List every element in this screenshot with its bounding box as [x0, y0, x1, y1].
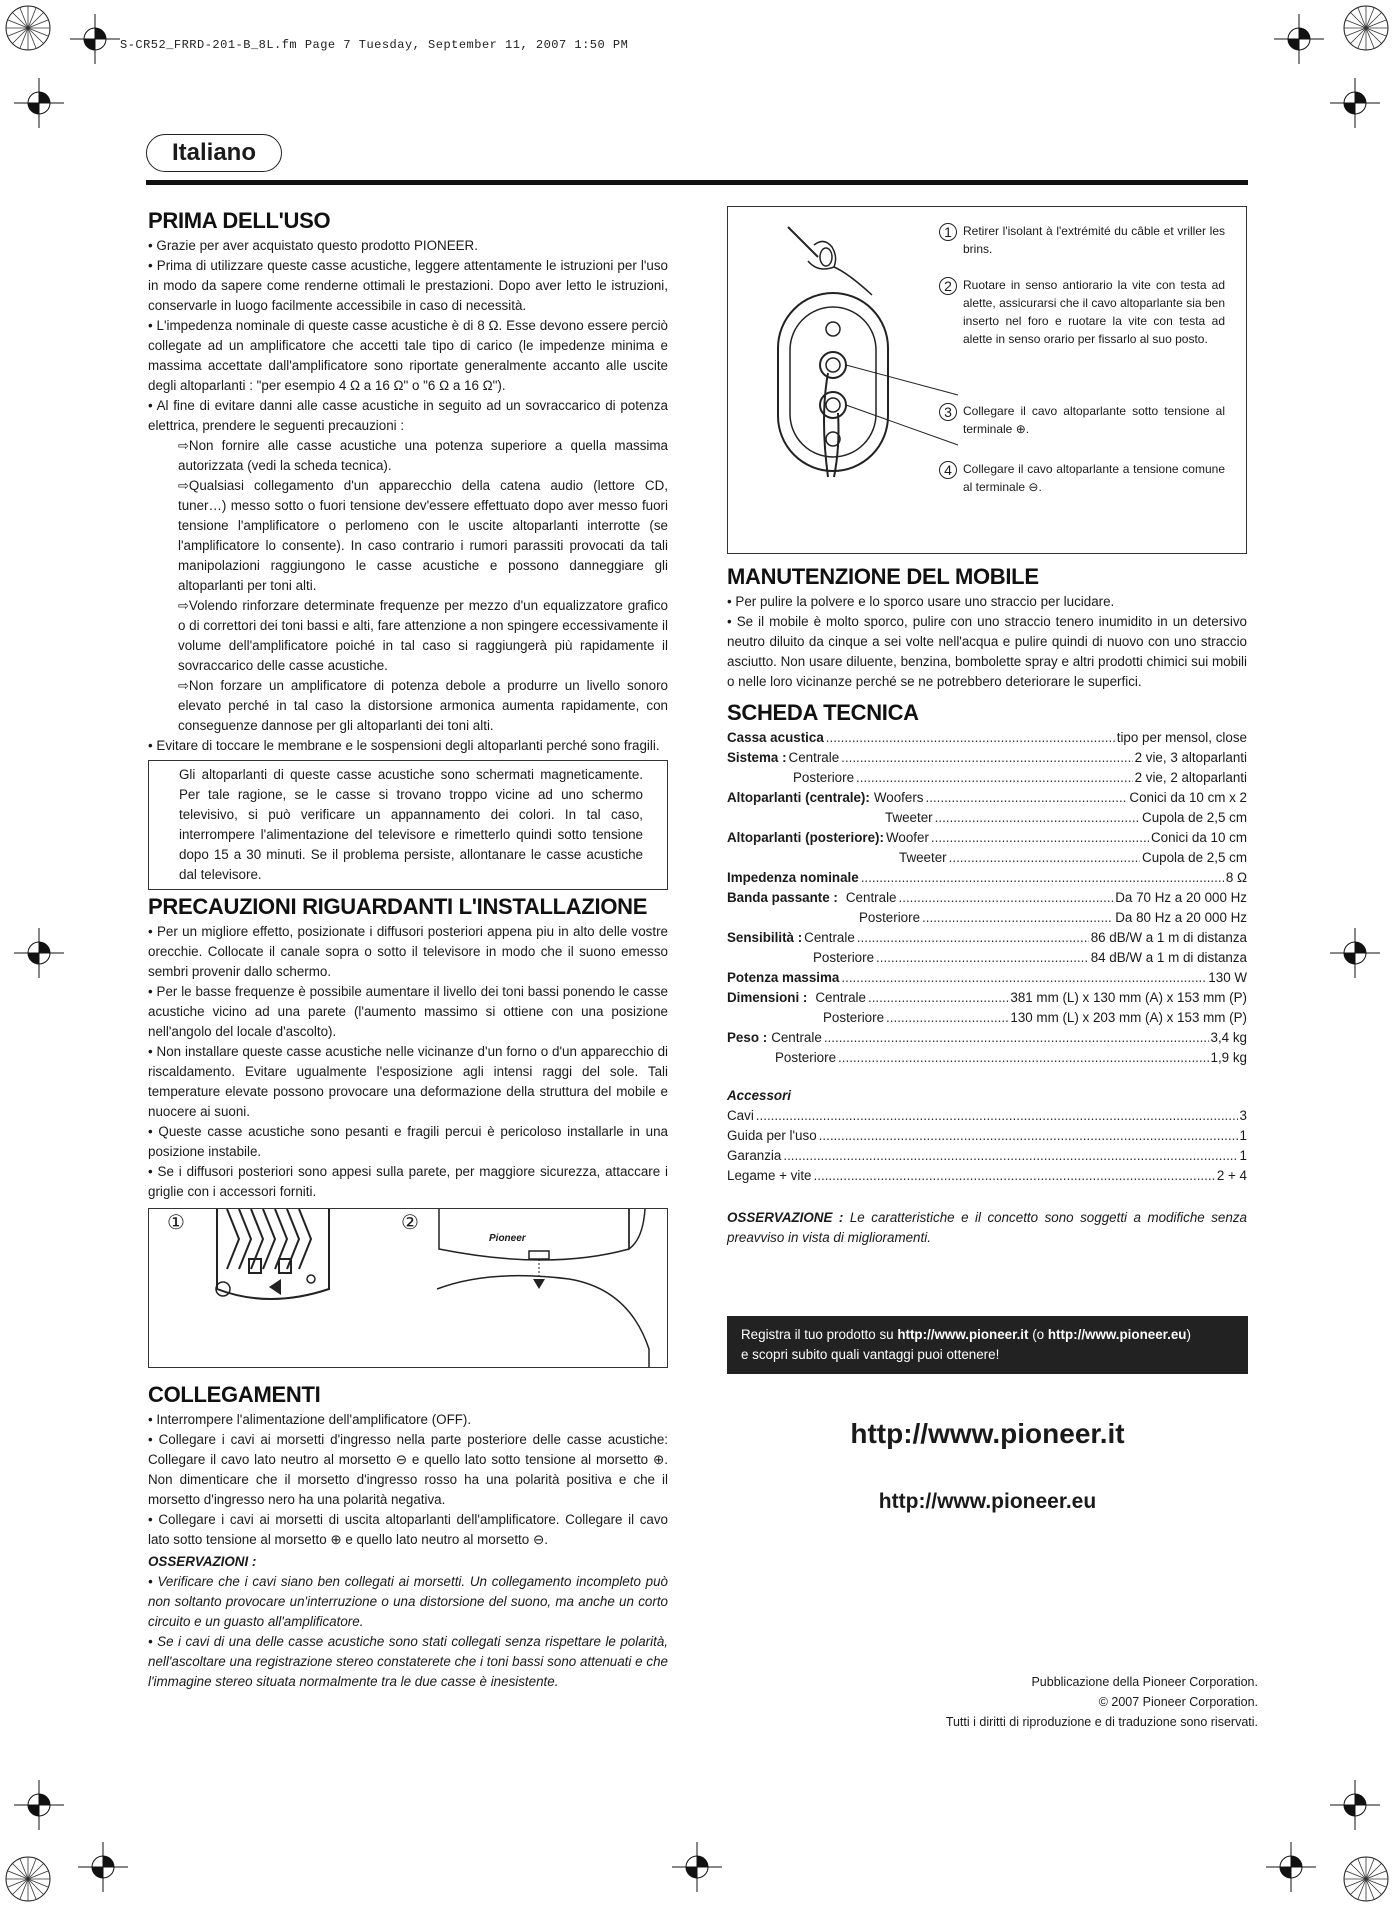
website-link-eu[interactable]: http://www.pioneer.eu — [878, 1490, 1097, 1513]
step-3: 3 Collegare il cavo altoparlante sotto tensione al terminale ⊕. — [963, 402, 1225, 438]
precaution-item: ⇨Volendo rinforzare determinate frequenze per mezzo d'un equalizzatore grafico o di correttori dei toni bassi e alti, fare attenzione a non spingere eccessivamente il volume dell'amplificatore poiché in tal caso si raggiungerà più rapidamente il sovraccarico delle casse acustiche. — [178, 598, 668, 673]
precaution-item: ⇨Qualsiasi collegamento d'un apparecchio della catena audio (lettore CD, tuner…) messo sotto o fuori tensione dev'essere effettuato dopo aver messo fuori tensione l'amplificatore o perlomeno con le uscite altoparlanti interrotte (se l'amplificatore lo consente). In caso contrario i rumori parassiti provocati da tali manipolazioni raggiungono le casse acustiche e possono danneggiare gli altoparlanti per toni alti. — [178, 478, 668, 593]
spec-row: Banda passante : Centrale ..... Da 70 Hz a 20 000 Hz — [727, 888, 1247, 908]
step-number: 4 — [939, 461, 957, 479]
left-column — [148, 206, 668, 1692]
arrow-right-icon: ⇨ — [178, 678, 189, 693]
minus-terminal-icon: ⊖ — [1028, 480, 1039, 494]
registration-mark-top-left — [0, 0, 60, 60]
register-link-eu[interactable]: http://www.pioneer.eu — [1047, 1327, 1187, 1342]
section-title-manutenzione: MANUTENZIONE DEL MOBILE — [727, 564, 1039, 589]
spec-row: Posteriore ..... 1,9 kg — [727, 1048, 1247, 1068]
language-tab: Italiano — [146, 134, 282, 172]
crosshair-mark — [14, 928, 64, 978]
spec-note: OSSERVAZIONE : Le caratteristiche e il concetto sono soggetti a modifiche senza preavviso in vista di miglioramenti. — [727, 1210, 1247, 1245]
spec-row: Altoparlanti (centrale): Woofers ..... Conici da 10 cm x 2 — [727, 788, 1247, 808]
figure-step-1-label: ① — [167, 1212, 185, 1234]
paragraph: • Non installare queste casse acustiche nelle vicinanze d'un forno o d'un apparecchio di riscaldamento. Evitare ugualmente l'esposizione agli intensi raggi del sole. Tali temperature elevate possono provocare una deformazione della struttura del mobile e nuocere ai suoni. — [148, 1044, 668, 1119]
paragraph: • Evitare di toccare le membrane e le sospensioni degli altoparlanti perché sono fragili. — [148, 738, 660, 753]
paragraph: • Queste casse acustiche sono pesanti e fragili percui è pericoloso installarle in una posizione instabile. — [148, 1124, 668, 1159]
arrow-right-icon: ⇨ — [178, 438, 189, 453]
spec-row: Cassa acustica ..... tipo per mensol, close — [727, 728, 1247, 748]
crosshair-mark — [1330, 928, 1380, 978]
paragraph: • Collegare i cavi ai morsetti di uscita altoparlanti dell'amplificatore. Collegare il cavo lato sotto tensione al morsetto ⊕ e quello lato neutro al morsetto ⊖. — [148, 1512, 668, 1547]
crosshair-mark — [14, 1780, 64, 1830]
magnetic-shield-note: Gli altoparlanti di queste casse acustiche sono schermati magneticamente. Per tale ragione, se le casse si trovano troppo vicine ad uno schermo televisivo, si può verificare un appannamento dei colori. In tal caso, interrompere l'alimentazione del televisore e rimetterlo quindi sotto tensione dopo 15 a 30 minuti. Se il problema persiste, allontanare le casse acustiche dal televisore. — [148, 760, 668, 890]
spec-row: Posteriore ..... 130 mm (L) x 203 mm (A) x 153 mm (P) — [727, 1008, 1247, 1028]
registration-banner: Registra il tuo prodotto su http://www.pioneer.it (o http://www.pioneer.eu) e scopri subito quali vantaggi puoi ottenere! — [727, 1316, 1248, 1374]
paragraph: • Collegare i cavi ai morsetti d'ingresso nella parte posteriore delle casse acustiche: Collegare il cavo lato neutro al morsetto ⊖ e quello lato sotto tensione al morsetto ⊕. Non dimenticare che il morsetto d'ingresso rosso ha una polarità positiva e che il morsetto d'ingresso nero ha una polarità negativa. — [148, 1432, 668, 1507]
spec-row: Posteriore ..... 84 dB/W a 1 m di distanza — [727, 948, 1247, 968]
section-title-collegamenti: COLLEGAMENTI — [148, 1382, 321, 1407]
accessory-row: Garanzia ..... 1 — [727, 1146, 1247, 1166]
terminal-steps — [727, 206, 1247, 554]
website-link-it[interactable]: http://www.pioneer.it — [850, 1418, 1125, 1449]
precaution-item: ⇨Non fornire alle casse acustiche una potenza superiore a quella massima autorizzata (vedi la scheda tecnica). — [178, 438, 668, 473]
accessories-list — [727, 1106, 1247, 1186]
spec-row: Tweeter ..... Cupola de 2,5 cm — [727, 808, 1247, 828]
paragraph: • Al fine di evitare danni alle casse acustiche in seguito ad un sovraccarico di potenza elettrica, prendere le seguenti precauzioni : — [148, 398, 668, 433]
section-title-precauzioni: PRECAUZIONI RIGUARDANTI L'INSTALLAZIONE — [148, 894, 648, 919]
spec-row: Posteriore ..... Da 80 Hz a 20 000 Hz — [727, 908, 1247, 928]
minus-terminal-icon: ⊖ — [395, 1452, 408, 1467]
notes-title: OSSERVAZIONI : — [148, 1554, 257, 1569]
register-link-it[interactable]: http://www.pioneer.it — [897, 1327, 1029, 1342]
speaker-wall-illustration — [429, 1209, 665, 1367]
paragraph: • Se i diffusori posteriori sono appesi sulla parete, per maggiore sicurezza, attaccare i griglie con i accessori forniti. — [148, 1164, 668, 1199]
spec-table — [727, 728, 1247, 1068]
arrow-right-icon: ⇨ — [178, 598, 189, 613]
crosshair-mark — [1266, 1842, 1316, 1892]
registration-mark-bottom-right — [1334, 1847, 1394, 1907]
print-header: S-CR52_FRRD-201-B_8L.fm Page 7 Tuesday, September 11, 2007 1:50 PM — [120, 38, 629, 52]
spec-row: Peso : Centrale ..... 3,4 kg — [727, 1028, 1247, 1048]
spec-row: Posteriore ..... 2 vie, 2 altoparlanti — [727, 768, 1247, 788]
crosshair-mark — [70, 14, 120, 64]
precaution-item: ⇨Non forzare un amplificatore di potenza debole a produrre un livello sonoro elevato perché in tal caso la distorsione armonica aumenta rapidamente, con conseguenze dannose per gli altoparlanti dei toni alti. — [178, 678, 668, 733]
crosshair-mark — [14, 78, 64, 128]
note-item: • Se i cavi di una delle casse acustiche sono stati collegati senza rispettare le polarità, nell'ascoltare una registrazione stereo constaterete che i toni bassi sono attenuati e che l'immagine stereo situata normalmente tra le due casse è inesistente. — [148, 1634, 668, 1689]
step-1: 1 Retirer l'isolant à l'extrémité du câble et vriller les brins. — [963, 222, 1225, 258]
paragraph: • Grazie per aver acquistato questo prodotto PIONEER. — [148, 238, 478, 253]
arrow-right-icon: ⇨ — [178, 478, 189, 493]
header-rule — [146, 180, 1248, 185]
crosshair-mark — [1330, 1780, 1380, 1830]
registration-mark-bottom-left — [0, 1847, 60, 1907]
wall-mount-figure — [148, 1208, 668, 1368]
figure-step-2-label: ② — [401, 1212, 419, 1234]
spec-row: Impedenza nominale ..... 8 Ω — [727, 868, 1247, 888]
plus-terminal-icon: ⊕ — [330, 1532, 342, 1547]
crosshair-mark — [78, 1842, 128, 1892]
registration-mark-top-right — [1334, 0, 1394, 60]
spec-row: Potenza massima ..... 130 W — [727, 968, 1247, 988]
step-number: 2 — [939, 277, 957, 295]
spec-row: Dimensioni : Centrale ..... 381 mm (L) x 130 mm (A) x 153 mm (P) — [727, 988, 1247, 1008]
paragraph: • L'impedenza nominale di queste casse acustiche è di 8 Ω. Esse devono essere perciò collegate ad un amplificatore che accetti tale tipo di carico (le impedenze minima e massima accettate dall'amplificatore sono riportate generalmente accanto alle uscite degli altoparlanti : "per esempio 4 Ω a 16 Ω" o "6 Ω a 16 Ω"). — [148, 318, 668, 393]
grille-illustration — [209, 1209, 389, 1319]
accessory-row: Guida per l'uso ..... 1 — [727, 1126, 1247, 1146]
step-number: 1 — [939, 223, 957, 241]
accessories-title: Accessori — [727, 1088, 792, 1103]
paragraph: • Interrompere l'alimentazione dell'amplificatore (OFF). — [148, 1412, 472, 1427]
spec-row: Altoparlanti (posteriore): Woofer ..... Conici da 10 cm — [727, 828, 1247, 848]
paragraph: • Prima di utilizzare queste casse acustiche, leggere attentamente le istruzioni per l'uso in modo da sapere come renderne ottimali le prestazioni. Dopo aver letto le istruzioni, conservarle in luogo facilmente accessibile in caso di necessità. — [148, 258, 668, 313]
section-title-scheda: SCHEDA TECNICA — [727, 700, 919, 725]
paragraph: • Per le basse frequenze è possibile aumentare il livello dei toni bassi ponendo le casse acustiche vicino ad una parete (l'aumento massimo si ottiene con una posizione nell'angolo del locale d'ascolto). — [148, 984, 668, 1039]
brand-logo: Pioneer — [489, 1233, 526, 1244]
step-4: 4 Collegare il cavo altoparlante a tensione comune al terminale ⊖. — [963, 460, 1225, 496]
note-item: • Verificare che i cavi siano ben collegati ai morsetti. Un collegamento incompleto può non soltanto provocare un'interruzione o una distorsione del suono, ma anche un corto circuito e un guasto all'amplificatore. — [148, 1574, 668, 1629]
step-number: 3 — [939, 403, 957, 421]
accessory-row: Legame + vite ..... 2 + 4 — [727, 1166, 1247, 1186]
crosshair-mark — [1330, 78, 1380, 128]
paragraph: • Per pulire la polvere e lo sporco usare uno straccio per lucidare. — [727, 594, 1115, 609]
plus-terminal-icon: ⊕ — [1015, 422, 1026, 436]
spec-row: Sistema : Centrale ..... 2 vie, 3 altoparlanti — [727, 748, 1247, 768]
crosshair-mark — [1274, 14, 1324, 64]
paragraph: • Se il mobile è molto sporco, pulire con uno straccio tenero inumidito in un detersivo neutro diluito da cinque a sei volte nell'acqua e pulire quindi di nuovo con uno straccio asciutto. Non usare diluente, benzina, bombolette spray e altri prodotti chimici sui mobili o nelle loro vicinanze perché se ne potrebbero deteriorare le superfici. — [727, 614, 1247, 689]
crosshair-mark — [672, 1842, 722, 1892]
spec-row: Tweeter ..... Cupola de 2,5 cm — [727, 848, 1247, 868]
spec-row: Sensibilità : Centrale ..... 86 dB/W a 1 m di distanza — [727, 928, 1247, 948]
accessory-row: Cavi ..... 3 — [727, 1106, 1247, 1126]
minus-terminal-icon: ⊖ — [532, 1532, 545, 1547]
section-title-prima: PRIMA DELL'USO — [148, 208, 331, 233]
plus-terminal-icon: ⊕ — [653, 1452, 665, 1467]
publication-info: Pubblicazione della Pioneer Corporation. © 2007 Pioneer Corporation. Tutti i diritti di riproduzione e di traduzione sono riservati. — [945, 1675, 1258, 1729]
step-2: 2 Ruotare in senso antiorario la vite con testa ad alette, assicurarsi che il cavo altoparlante sia ben inserto nel foro e ruotare la vite con testa ad alette in senso orario per fissarlo al suo posto. — [963, 276, 1225, 348]
paragraph: • Per un migliore effetto, posizionate i diffusori posteriori appena piu in alto delle vostre orecchie. Collocate il canale sopra o sotto il televisore in modo che il suono emesso sembri provenir dallo schermo. — [148, 924, 668, 979]
